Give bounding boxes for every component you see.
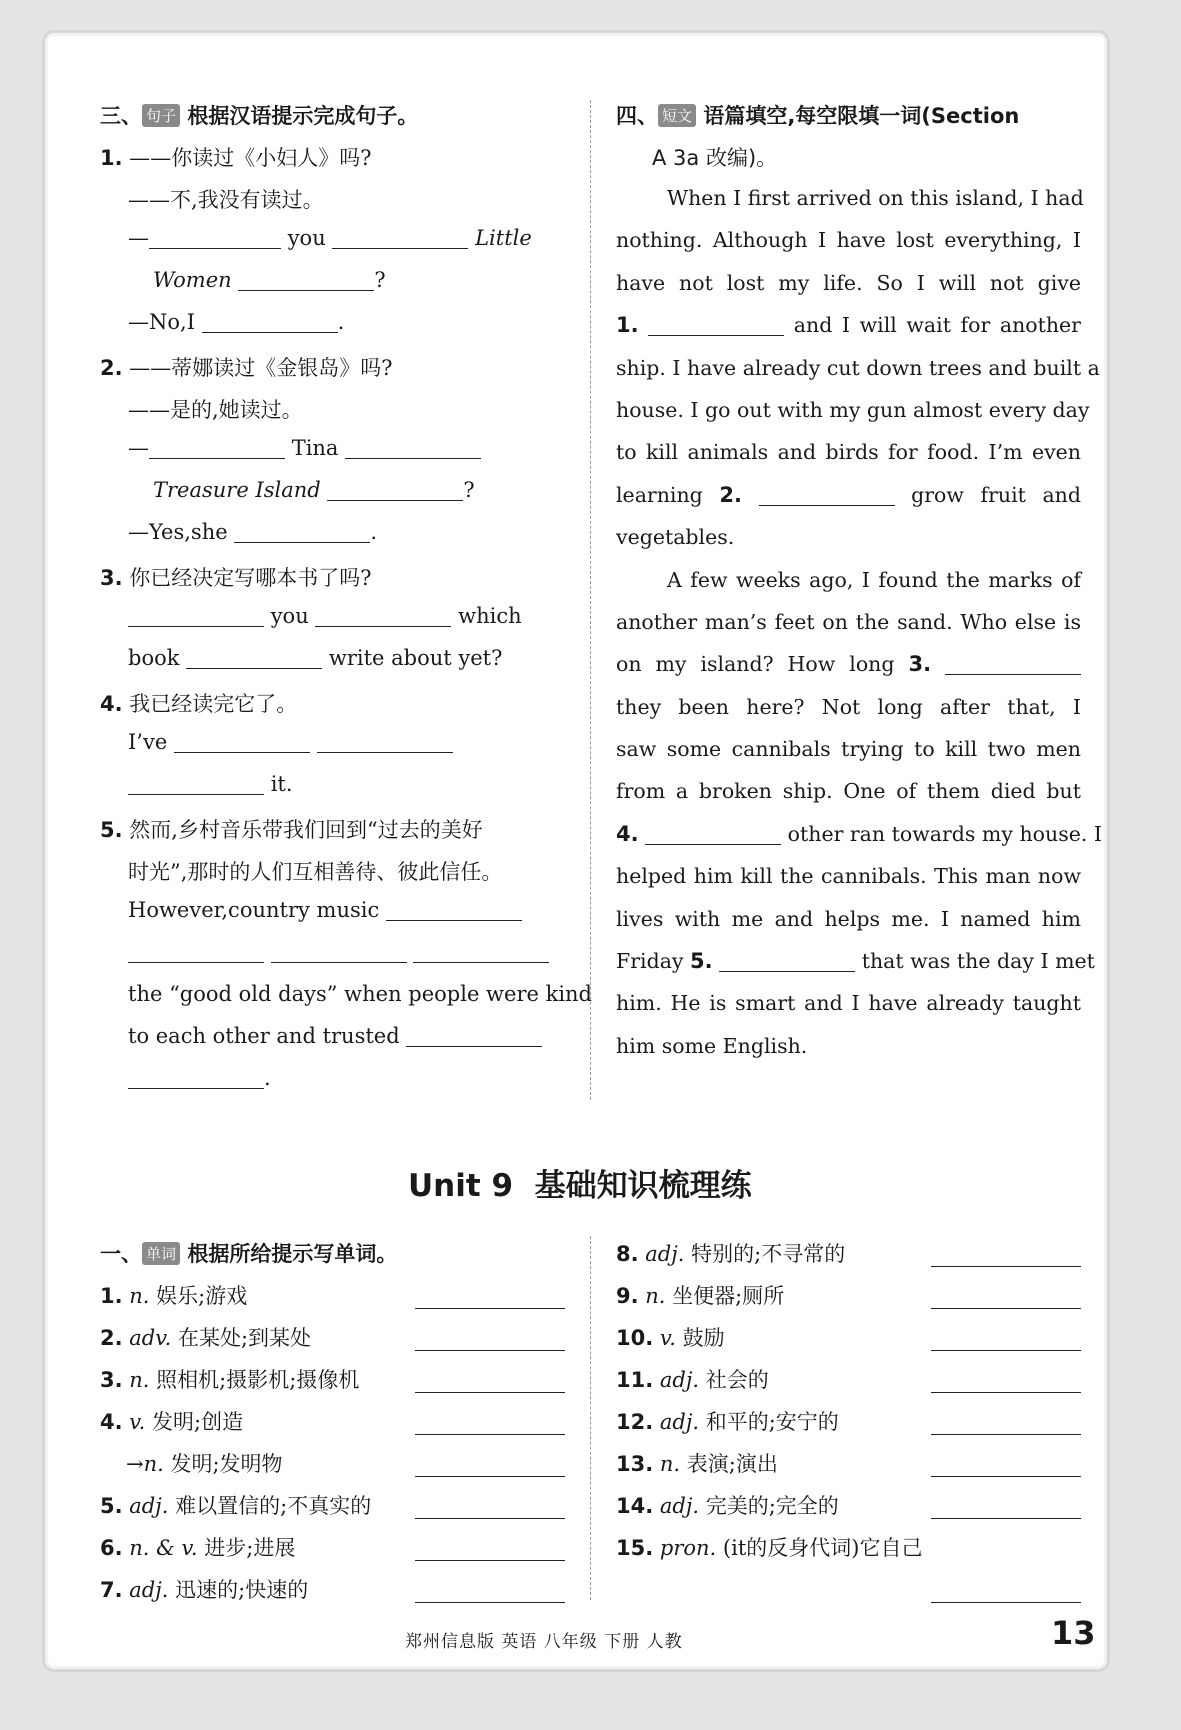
vocab-item: [126, 1448, 283, 1478]
part-of-speech: →n.: [126, 1452, 164, 1476]
vocab-item: [100, 1280, 247, 1310]
part-of-speech: adj.: [129, 1494, 169, 1518]
word: you: [270, 604, 309, 628]
passage-line: [616, 601, 1081, 643]
vocab-item: [100, 1532, 295, 1562]
q1-blank-1[interactable]: [149, 226, 281, 249]
part-of-speech: adv.: [129, 1326, 172, 1350]
q5-line2: [128, 940, 549, 964]
vocab-item: [100, 1574, 308, 1604]
q1-line1: [128, 226, 532, 250]
passage-text: learning: [616, 482, 703, 507]
passage-line: [616, 898, 1081, 940]
q2-cn2: ——是的,她读过。: [128, 398, 303, 422]
passage-line: [616, 982, 1081, 1024]
q3-cn: 你已经决定写哪本书了吗?: [129, 566, 372, 590]
section4-tag: 短文: [658, 104, 696, 127]
q1-blank-2[interactable]: [332, 226, 468, 249]
vocab-blank-8[interactable]: [931, 1264, 1081, 1267]
vocab-item: [616, 1406, 839, 1436]
passage-text: vegetables.: [616, 525, 735, 550]
passage-line: [616, 643, 1081, 685]
passage-text: grow fruit and: [911, 482, 1081, 507]
vocab-item: [616, 1448, 778, 1478]
item-number: 11.: [616, 1368, 654, 1392]
item-number: 9.: [616, 1284, 639, 1308]
passage-line: [616, 940, 1095, 982]
section4-heading: [616, 100, 1019, 130]
q5-line3: the “good old days” when people were kind: [128, 982, 592, 1006]
passage-blank-1[interactable]: [648, 313, 784, 336]
title-word: Little: [475, 226, 532, 250]
q5-cn2: 时光”,那时的人们互相善待、彼此信任。: [128, 860, 503, 884]
passage-line: [616, 855, 1081, 897]
passage-text: other ran towards my house. I: [787, 821, 1103, 846]
item-number: 1.: [100, 1284, 123, 1308]
passage-blank-5[interactable]: [719, 949, 855, 972]
vocab-blank-11[interactable]: [931, 1390, 1081, 1393]
item-number: 13.: [616, 1452, 654, 1476]
word: book: [128, 646, 180, 670]
word: Tina: [291, 436, 339, 460]
question-mark: ?: [374, 268, 386, 292]
q4-number: 4.: [100, 692, 123, 716]
passage-text: another man’s feet on the sand. Who else is: [616, 609, 1081, 634]
passage-line: [616, 219, 1081, 261]
footer-text: 郑州信息版 英语 八年级 下册 人教: [405, 1632, 683, 1652]
section3-heading-text: 根据汉语提示完成句子。: [187, 104, 419, 128]
q1-blank-3[interactable]: [238, 268, 374, 291]
q3-line-cn: [100, 562, 372, 592]
passage-text: that was the day I met: [861, 949, 1095, 974]
item-meaning: 照相机;摄影机;摄像机: [156, 1368, 360, 1392]
passage-text: on my island? How long: [616, 652, 895, 677]
vocab-blank-7[interactable]: [415, 1600, 565, 1603]
blank-number: 3.: [908, 652, 932, 677]
part-of-speech: v.: [129, 1410, 146, 1434]
q5-line5: [128, 1066, 271, 1090]
q5-cn1: 然而,乡村音乐带我们回到“过去的美好: [129, 818, 483, 842]
vocab-blank-14[interactable]: [931, 1516, 1081, 1519]
vocab-item: [616, 1532, 922, 1562]
vocab-blank-4b[interactable]: [415, 1474, 565, 1477]
answer-start: —Yes,she: [128, 520, 228, 544]
period: .: [264, 1066, 271, 1090]
passage-text: helped him kill the cannibals. This man now: [616, 864, 1081, 889]
part-of-speech: n. & v.: [129, 1536, 198, 1560]
q3-line2: [128, 646, 502, 670]
passage-line: [616, 728, 1081, 770]
item-meaning: 和平的;安宁的: [705, 1410, 839, 1434]
q5-line4: [128, 1024, 542, 1048]
item-meaning: 难以置信的;不真实的: [175, 1494, 372, 1518]
section1-heading: [100, 1238, 397, 1268]
section4-prefix: 四、: [616, 104, 658, 128]
vocab-blank-3[interactable]: [415, 1390, 565, 1393]
part-of-speech: adj.: [659, 1368, 700, 1392]
q4-line2: [128, 772, 293, 796]
q5-line1: [128, 898, 522, 922]
blank-number: 4.: [616, 821, 639, 846]
vocab-item: [616, 1322, 725, 1352]
word: I’ve: [128, 730, 168, 754]
answer-start: —No,I: [128, 310, 195, 334]
vocab-blank-6[interactable]: [415, 1558, 565, 1561]
passage-text: and I will wait for another: [793, 313, 1081, 338]
q2-blank-4[interactable]: [234, 520, 370, 543]
q1-cn1: ——你读过《小妇人》吗?: [129, 146, 372, 170]
part-of-speech: adj.: [659, 1494, 700, 1518]
passage-blank-2[interactable]: [759, 483, 895, 506]
q2-number: 2.: [100, 356, 123, 380]
passage-line: [616, 347, 1100, 389]
q3-line1: [128, 604, 522, 628]
q5-line-cn1: [100, 814, 483, 844]
passage-line: [616, 516, 1081, 558]
q1-line3: [128, 310, 344, 334]
item-number: 10.: [616, 1326, 654, 1350]
passage-blank-4[interactable]: [645, 822, 781, 845]
unit-number: Unit 9: [408, 1168, 514, 1204]
section4-heading-line2: A 3a 改编)。: [652, 146, 778, 170]
q1-number: 1.: [100, 146, 123, 170]
item-number: 3.: [100, 1368, 123, 1392]
passage-text: saw some cannibals trying to kill two men: [616, 737, 1081, 762]
part-of-speech: n.: [645, 1284, 666, 1308]
item-meaning: 完美的;完全的: [705, 1494, 839, 1518]
vocab-blank-13[interactable]: [931, 1474, 1081, 1477]
passage-line: [616, 559, 1081, 601]
q4-line-cn: [100, 688, 297, 718]
q2-line-cn1: [100, 352, 393, 382]
item-meaning: 发明;发明物: [170, 1452, 283, 1476]
q4-blank-3[interactable]: [128, 772, 264, 795]
q2-line1: [128, 436, 481, 460]
q4-blank-1[interactable]: [174, 730, 310, 753]
q2-line2: [153, 478, 475, 502]
passage-text: house. I go out with my gun almost every day: [616, 397, 1090, 422]
section1-tag: 单词: [142, 1242, 180, 1265]
q5-blank-5[interactable]: [406, 1024, 542, 1047]
q5-blank-6[interactable]: [128, 1066, 264, 1089]
section4-heading-text: 语篇填空,每空限填一词(Section: [703, 104, 1020, 128]
vocab-blank-12[interactable]: [931, 1432, 1081, 1435]
passage-line: [616, 389, 1090, 431]
q5-blank-2[interactable]: [128, 940, 264, 963]
item-number: 15.: [616, 1536, 654, 1560]
q3-blank-1[interactable]: [128, 604, 264, 627]
passage-text: have not lost my life. So I will not give: [616, 270, 1081, 295]
part-of-speech: pron.: [659, 1536, 717, 1560]
question-mark: ?: [463, 478, 475, 502]
vocab-item: [616, 1238, 845, 1268]
section1-heading-text: 根据所给提示写单词。: [187, 1242, 398, 1266]
vocab-item: [100, 1364, 359, 1394]
q4-blank-2[interactable]: [317, 730, 453, 753]
item-meaning: 娱乐;游戏: [156, 1284, 248, 1308]
vocab-blank-1[interactable]: [415, 1306, 565, 1309]
q4-cn: 我已经读完它了。: [129, 692, 298, 716]
blank-number: 2.: [719, 482, 742, 507]
passage-text: Friday: [616, 949, 684, 974]
vocab-blank-10[interactable]: [931, 1348, 1081, 1351]
q2-cn1: ——蒂娜读过《金银岛》吗?: [129, 356, 393, 380]
part-of-speech: adj.: [645, 1242, 685, 1266]
item-meaning: 发明;创造: [152, 1410, 244, 1434]
passage-text: A few weeks ago, I found the marks of: [667, 567, 1081, 592]
vocab-blank-9[interactable]: [931, 1306, 1081, 1309]
item-meaning: 鼓励: [682, 1326, 725, 1350]
q2-line3: [128, 520, 377, 544]
title-word: Women: [153, 268, 232, 292]
title-word: Treasure Island: [153, 478, 321, 502]
word: it.: [270, 772, 293, 796]
passage-blank-3[interactable]: [945, 652, 1081, 675]
part-of-speech: n.: [129, 1368, 150, 1392]
q3-number: 3.: [100, 566, 123, 590]
vocab-blank-2[interactable]: [415, 1348, 565, 1351]
q1-line2: [153, 268, 386, 292]
passage-text: lives with me and helps me. I named him: [616, 906, 1081, 931]
q5-blank-3[interactable]: [271, 940, 407, 963]
vocab-blank-5[interactable]: [415, 1516, 565, 1519]
item-number: 6.: [100, 1536, 123, 1560]
q3-blank-3[interactable]: [186, 646, 322, 669]
column-divider-bottom: [590, 1236, 591, 1600]
item-meaning: 表演;演出: [686, 1452, 778, 1476]
q4-line1: [128, 730, 453, 754]
item-number: 5.: [100, 1494, 123, 1518]
blank-number: 1.: [616, 313, 639, 338]
part-of-speech: adj.: [659, 1410, 700, 1434]
q2-blank-3[interactable]: [327, 478, 463, 501]
part-of-speech: v.: [659, 1326, 676, 1350]
item-number: 2.: [100, 1326, 123, 1350]
unit-subtitle: 基础知识梳理练: [534, 1168, 752, 1204]
item-number: 8.: [616, 1242, 639, 1266]
words: However,country music: [128, 898, 380, 922]
item-meaning: (it的反身代词)它自己: [722, 1536, 923, 1560]
dash: —: [128, 226, 149, 250]
unit-title: [408, 1160, 752, 1205]
item-meaning: 特别的;不寻常的: [691, 1242, 846, 1266]
passage-line: [616, 770, 1081, 812]
passage-line: [616, 262, 1081, 304]
passage-text: him some English.: [616, 1033, 808, 1058]
vocab-item: [100, 1406, 243, 1436]
word: you: [287, 226, 326, 250]
item-meaning: 迅速的;快速的: [175, 1578, 309, 1602]
q2-blank-2[interactable]: [345, 436, 481, 459]
passage-line: [616, 431, 1081, 473]
item-meaning: 社会的: [705, 1368, 769, 1392]
words: write about yet?: [328, 646, 503, 670]
passage: [616, 177, 1103, 1067]
item-number: 12.: [616, 1410, 654, 1434]
passage-line: [616, 474, 1081, 516]
vocab-blank-4[interactable]: [415, 1432, 565, 1435]
passage-text: ship. I have already cut down trees and built a: [616, 355, 1100, 380]
passage-text: nothing. Although I have lost everything, I: [616, 228, 1081, 253]
period: .: [337, 310, 345, 334]
item-number: 14.: [616, 1494, 654, 1518]
part-of-speech: n.: [659, 1452, 681, 1476]
section3-heading: [100, 100, 418, 130]
item-number: 4.: [100, 1410, 123, 1434]
vocab-item: [616, 1490, 839, 1520]
item-meaning: 坐便器;厕所: [672, 1284, 785, 1308]
item-number: 7.: [100, 1578, 123, 1602]
passage-line: [616, 813, 1103, 855]
passage-line: [616, 177, 1084, 219]
passage-line: [616, 304, 1081, 346]
item-meaning: 进步;进展: [204, 1536, 296, 1560]
q1-blank-4[interactable]: [202, 310, 338, 333]
passage-text: When I first arrived on this island, I had: [667, 186, 1084, 210]
section1-prefix: 一、: [100, 1242, 142, 1266]
q2-blank-1[interactable]: [149, 436, 285, 459]
part-of-speech: n.: [129, 1284, 150, 1308]
section3-tag: 句子: [142, 104, 180, 127]
passage-text: they been here? Not long after that, I: [616, 694, 1081, 719]
passage-line: [616, 1025, 1081, 1067]
passage-text: to kill animals and birds for food. I’m even: [616, 440, 1081, 465]
q5-number: 5.: [100, 818, 123, 842]
column-divider-top: [590, 100, 591, 1100]
part-of-speech: adj.: [129, 1578, 169, 1602]
passage-text: from a broken ship. One of them died but: [616, 779, 1081, 804]
word: which: [458, 604, 522, 628]
q5-blank-4[interactable]: [413, 940, 549, 963]
words: to each other and trusted: [128, 1024, 400, 1048]
vocab-item: [100, 1490, 371, 1520]
item-meaning: 在某处;到某处: [177, 1326, 312, 1350]
q5-blank-1[interactable]: [386, 898, 522, 921]
section3-prefix: 三、: [100, 104, 142, 128]
vocab-item: [616, 1364, 769, 1394]
page-number: 13: [1051, 1614, 1096, 1652]
blank-number: 5.: [690, 949, 713, 974]
q1-line-cn1: [100, 142, 372, 172]
passage-line: [616, 686, 1081, 728]
vocab-item: [616, 1280, 784, 1310]
vocab-blank-15[interactable]: [931, 1600, 1081, 1603]
q3-blank-2[interactable]: [315, 604, 451, 627]
q1-cn2: ——不,我没有读过。: [128, 188, 324, 212]
vocab-item: [100, 1322, 311, 1352]
period: .: [370, 520, 378, 544]
passage-text: him. He is smart and I have already taught: [616, 991, 1081, 1016]
dash: —: [128, 436, 149, 460]
